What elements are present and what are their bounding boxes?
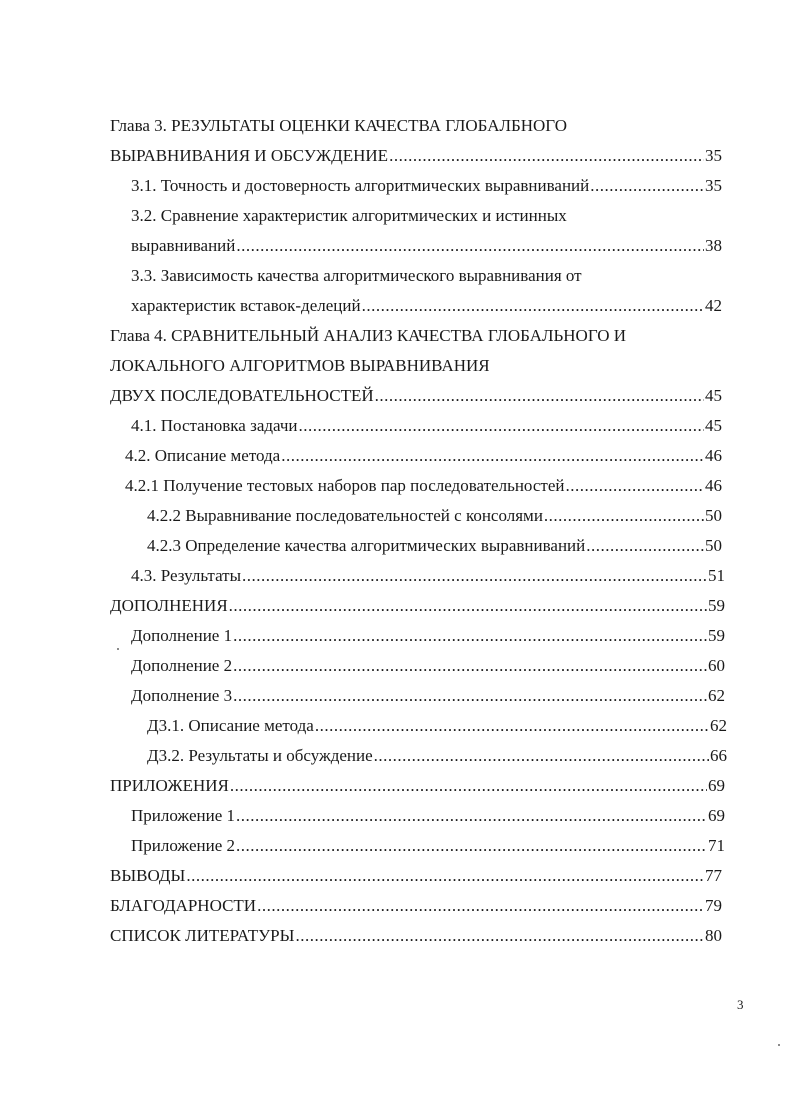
toc-entry-title: Д3.2. Результаты и обсуждение xyxy=(147,746,373,765)
dot-leader xyxy=(544,506,704,526)
toc-entry-3-2[interactable] xyxy=(131,236,722,256)
toc-entry-title: БЛАГОДАРНОСТИ xyxy=(110,896,257,915)
toc-page-number: 62 xyxy=(708,686,725,705)
toc-page-number: 79 xyxy=(705,896,722,915)
dot-leader xyxy=(236,806,707,826)
dot-leader xyxy=(375,386,704,406)
toc-page-number: 50 xyxy=(705,536,722,555)
dot-leader xyxy=(236,236,704,256)
toc-page-number: 50 xyxy=(705,506,722,525)
dot-leader xyxy=(233,656,707,676)
dot-leader xyxy=(233,686,707,706)
toc-page-number: 46 xyxy=(705,476,722,495)
dot-leader xyxy=(233,626,707,646)
dot-leader xyxy=(586,536,704,556)
toc-page-number: 71 xyxy=(708,836,725,855)
dot-leader xyxy=(257,896,704,916)
toc-entry-acknowledgements[interactable] xyxy=(110,896,722,916)
dot-leader xyxy=(230,776,707,796)
toc-page-number: 38 xyxy=(705,236,722,255)
toc-entry-title: Дополнение 3 xyxy=(131,686,233,705)
dot-leader xyxy=(281,446,704,466)
dot-leader xyxy=(299,416,704,436)
toc-page-number: 80 xyxy=(705,926,722,945)
dot-leader xyxy=(315,716,709,736)
dot-leader xyxy=(565,476,704,496)
toc-page-number: 45 xyxy=(705,386,722,405)
toc-entry-title: ПРИЛОЖЕНИЯ xyxy=(110,776,229,795)
toc-entry-appendix-1[interactable] xyxy=(131,806,725,826)
toc-entry-title: Д3.1. Описание метода xyxy=(147,716,314,735)
toc-page-number: 77 xyxy=(705,866,722,885)
toc-page-number: 42 xyxy=(705,296,722,315)
dot-leader xyxy=(295,926,704,946)
toc-entry-title: Приложение 1 xyxy=(131,806,235,825)
toc-entry-title: Дополнение 1 xyxy=(131,626,233,645)
toc-page-number: 46 xyxy=(705,446,722,465)
toc-chapter-4-title: Глава 4. СРАВНИТЕЛЬНЫЙ АНАЛИЗ КАЧЕСТВА ГЛОБАЛЬНОГО И xyxy=(110,326,627,345)
toc-entry-title: 4.2.3 Определение качества алгоритмических выравниваний xyxy=(147,536,586,555)
toc-page-number: 35 xyxy=(705,146,722,165)
toc-entry-chapter-3[interactable] xyxy=(110,146,722,166)
toc-entry-title: ДВУХ ПОСЛЕДОВАТЕЛЬНОСТЕЙ xyxy=(110,386,374,405)
toc-entry-title: ДОПОЛНЕНИЯ xyxy=(110,596,228,615)
toc-entry-title: ВЫРАВНИВАНИЯ И ОБСУЖДЕНИЕ xyxy=(110,146,389,165)
dot-leader xyxy=(229,596,707,616)
toc-entry-title: Приложение 2 xyxy=(131,836,235,855)
toc-entry-title: характеристик вставок-делеций xyxy=(131,296,361,315)
dot-leader xyxy=(242,566,707,586)
toc-page-number: 66 xyxy=(710,746,727,765)
toc-page-number: 62 xyxy=(710,716,727,735)
dot-leader xyxy=(236,836,707,856)
toc-entry-3-3[interactable] xyxy=(131,296,722,316)
toc-entry-references[interactable] xyxy=(110,926,722,946)
toc-entry-4-1[interactable] xyxy=(131,416,722,436)
toc-entry-title: 4.3. Результаты xyxy=(131,566,242,585)
toc-page-number: 35 xyxy=(705,176,722,195)
dot-leader xyxy=(186,866,704,886)
toc-chapter-4-title-line2: ЛОКАЛЬНОГО АЛГОРИТМОВ ВЫРАВНИВАНИЯ xyxy=(110,356,490,375)
toc-entry-appendix-2[interactable] xyxy=(131,836,725,856)
page-number: 3 xyxy=(737,997,744,1012)
toc-entry-4-2-1[interactable] xyxy=(125,476,722,496)
toc-entry-4-3[interactable] xyxy=(131,566,725,586)
toc-entry-title: 4.2.2 Выравнивание последовательностей с консолями xyxy=(147,506,543,525)
toc-entry-supplement-1[interactable] xyxy=(131,626,725,646)
toc-entry-4-2[interactable] xyxy=(125,446,722,466)
toc-entry-chapter-4[interactable] xyxy=(110,386,722,406)
toc-entry-supplement-3[interactable] xyxy=(131,686,725,706)
dot-leader xyxy=(374,746,709,766)
toc-entry-title: 3.1. Точность и достоверность алгоритмических выравниваний xyxy=(131,176,590,195)
toc-entry-title: СПИСОК ЛИТЕРАТУРЫ xyxy=(110,926,295,945)
toc-entry-4-2-3[interactable] xyxy=(147,536,722,556)
toc-entry-4-2-2[interactable] xyxy=(147,506,722,526)
toc-page-number: 45 xyxy=(705,416,722,435)
toc-page-number: 51 xyxy=(708,566,725,585)
dot-leader xyxy=(362,296,704,316)
toc-entry-title: 4.2.1 Получение тестовых наборов пар последовательностей xyxy=(125,476,565,495)
scan-speck xyxy=(778,1044,780,1046)
toc-page-number: 59 xyxy=(708,596,725,615)
toc-entry-d3-1[interactable] xyxy=(147,716,727,736)
toc-entry-3-2-title: 3.2. Сравнение характеристик алгоритмических и истинных xyxy=(131,206,567,225)
toc-entry-conclusions[interactable] xyxy=(110,866,722,886)
toc-chapter-3-title: Глава 3. РЕЗУЛЬТАТЫ ОЦЕНКИ КАЧЕСТВА ГЛОБАЛБНОГО xyxy=(110,116,567,135)
toc-page-number: 59 xyxy=(708,626,725,645)
scan-speck xyxy=(117,648,119,650)
toc-page-number: 69 xyxy=(708,776,725,795)
toc-entry-title: 4.2. Описание метода xyxy=(125,446,281,465)
toc-entry-appendices[interactable] xyxy=(110,776,725,796)
toc-page-number: 60 xyxy=(708,656,725,675)
toc-entry-3-3-title: 3.3. Зависимость качества алгоритмического выравнивания от xyxy=(131,266,582,285)
toc-entry-supplement-2[interactable] xyxy=(131,656,725,676)
toc-entry-title: 4.1. Постановка задачи xyxy=(131,416,298,435)
dot-leader xyxy=(590,176,704,196)
toc-entry-3-1[interactable] xyxy=(131,176,722,196)
toc-page-number: 69 xyxy=(708,806,725,825)
toc-entry-title: ВЫВОДЫ xyxy=(110,866,186,885)
toc-entry-d3-2[interactable] xyxy=(147,746,727,766)
dot-leader xyxy=(389,146,704,166)
toc-entry-title: Дополнение 2 xyxy=(131,656,233,675)
toc-entry-supplements[interactable] xyxy=(110,596,725,616)
toc-entry-title: выравниваний xyxy=(131,236,236,255)
